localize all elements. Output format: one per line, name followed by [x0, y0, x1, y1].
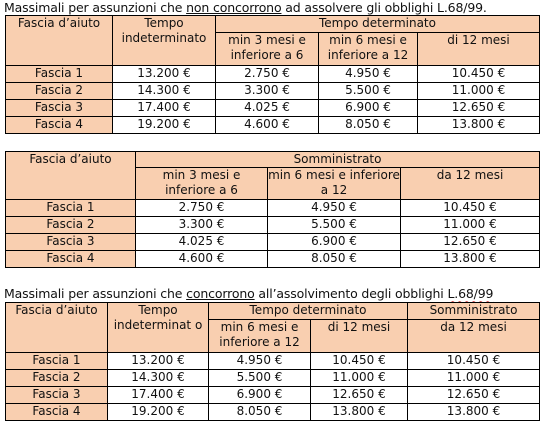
cell-value: 8.050 €	[268, 251, 401, 268]
cell-value: 6.900 €	[209, 387, 311, 404]
cell-value: 13.800 €	[311, 404, 408, 421]
cell-value: 17.400 €	[108, 387, 209, 404]
row-label: Fascia 3	[6, 387, 108, 404]
cell-value: 4.950 €	[268, 200, 401, 217]
cell-value: 2.750 €	[136, 200, 268, 217]
header-fascia: Fascia d’aiuto	[6, 152, 136, 200]
cell-value: 10.450 €	[311, 353, 408, 370]
cell-value: 5.500 €	[319, 83, 418, 100]
cell-value: 10.450 €	[418, 66, 540, 83]
table-row	[6, 117, 540, 134]
row-label: Fascia 1	[6, 66, 113, 83]
cell-value: 12.650 €	[408, 387, 540, 404]
header-sub-6-12: min 6 mesi e inferiore a 12	[268, 168, 401, 200]
section3-heading-underlined: concorrono	[186, 286, 255, 301]
cell-value: 11.000 €	[408, 370, 540, 387]
section1-heading-law: L.68/99.	[437, 0, 487, 15]
table-row	[6, 100, 540, 117]
cell-value: 11.000 €	[401, 217, 540, 234]
row-label: Fascia 1	[6, 353, 108, 370]
section1-heading	[4, 1, 487, 15]
cell-value: 19.200 €	[108, 404, 209, 421]
section3-heading	[4, 287, 493, 301]
table-row	[6, 66, 540, 83]
header-sub-6-12: min 6 mesi e inferiore a 12	[319, 33, 418, 66]
row-label: Fascia 4	[6, 251, 136, 268]
row-label: Fascia 3	[6, 234, 136, 251]
table-row	[6, 200, 540, 217]
header-fascia: Fascia d’aiuto	[6, 303, 108, 353]
section3-heading-middle: all’assolvimento degli obblighi	[254, 286, 448, 301]
cell-value: 4.025 €	[136, 234, 268, 251]
section1-heading-prefix: Massimali per assunzioni che	[4, 0, 187, 15]
section1-heading-middle: ad assolvere gli obblighi	[281, 0, 438, 15]
row-label: Fascia 2	[6, 370, 108, 387]
cell-value: 4.950 €	[209, 353, 311, 370]
row-label: Fascia 2	[6, 217, 136, 234]
row-label: Fascia 4	[6, 117, 113, 134]
section3-heading-law: L.68/99	[447, 286, 494, 301]
cell-value: 10.450 €	[408, 353, 540, 370]
cell-value: 6.900 €	[268, 234, 401, 251]
header-sub-3-6: min 3 mesi e inferiore a 6	[216, 33, 319, 66]
header-determinato: Tempo determinato	[216, 16, 540, 33]
cell-value: 19.200 €	[113, 117, 216, 134]
cell-value: 14.300 €	[108, 370, 209, 387]
cell-value: 12.650 €	[311, 387, 408, 404]
header-sub-12: da 12 mesi	[401, 168, 540, 200]
cell-value: 8.050 €	[209, 404, 311, 421]
cell-value: 11.000 €	[311, 370, 408, 387]
cell-value: 14.300 €	[113, 83, 216, 100]
table-row	[6, 217, 540, 234]
header-sub-12: di 12 mesi	[418, 33, 540, 66]
header-fascia: Fascia d’aiuto	[6, 16, 113, 66]
cell-value: 12.650 €	[401, 234, 540, 251]
cell-value: 4.600 €	[136, 251, 268, 268]
header-sub-3-6: min 3 mesi e inferiore a 6	[136, 168, 268, 200]
row-label: Fascia 2	[6, 83, 113, 100]
cell-value: 3.300 €	[136, 217, 268, 234]
cell-value: 10.450 €	[401, 200, 540, 217]
header-determinato: Tempo determinato	[209, 303, 408, 320]
table-row	[6, 251, 540, 268]
cell-value: 3.300 €	[216, 83, 319, 100]
header-indeterminato: Tempo indeterminat o	[108, 303, 209, 353]
row-label: Fascia 1	[6, 200, 136, 217]
cell-value: 4.600 €	[216, 117, 319, 134]
table-concorrono	[5, 302, 540, 421]
header-sub-6-12: min 6 mesi e inferiore a 12	[209, 320, 311, 353]
cell-value: 13.800 €	[418, 117, 540, 134]
header-sub-12: di 12 mesi	[311, 320, 408, 353]
header-indeterminato: Tempo indeterminato	[113, 16, 216, 66]
header-somministrato: Somministrato	[136, 152, 540, 168]
cell-value: 13.800 €	[401, 251, 540, 268]
section3-heading-prefix: Massimali per assunzioni che	[4, 286, 187, 301]
cell-value: 12.650 €	[418, 100, 540, 117]
table-non-concorrono	[5, 15, 540, 134]
cell-value: 2.750 €	[216, 66, 319, 83]
table-row	[6, 370, 540, 387]
cell-value: 4.950 €	[319, 66, 418, 83]
cell-value: 5.500 €	[268, 217, 401, 234]
table-row	[6, 353, 540, 370]
table-somministrato	[5, 151, 540, 268]
table-row	[6, 387, 540, 404]
row-label: Fascia 3	[6, 100, 113, 117]
cell-value: 13.200 €	[113, 66, 216, 83]
table-row	[6, 83, 540, 100]
cell-value: 17.400 €	[113, 100, 216, 117]
cell-value: 8.050 €	[319, 117, 418, 134]
cell-value: 13.200 €	[108, 353, 209, 370]
table-row	[6, 234, 540, 251]
cell-value: 11.000 €	[418, 83, 540, 100]
header-sub-somm-12: da 12 mesi	[408, 320, 540, 353]
header-somministrato: Somministrato	[408, 303, 540, 320]
table-row	[6, 404, 540, 421]
cell-value: 13.800 €	[408, 404, 540, 421]
cell-value: 4.025 €	[216, 100, 319, 117]
cell-value: 6.900 €	[319, 100, 418, 117]
row-label: Fascia 4	[6, 404, 108, 421]
cell-value: 5.500 €	[209, 370, 311, 387]
section1-heading-underlined: non concorrono	[186, 0, 282, 15]
